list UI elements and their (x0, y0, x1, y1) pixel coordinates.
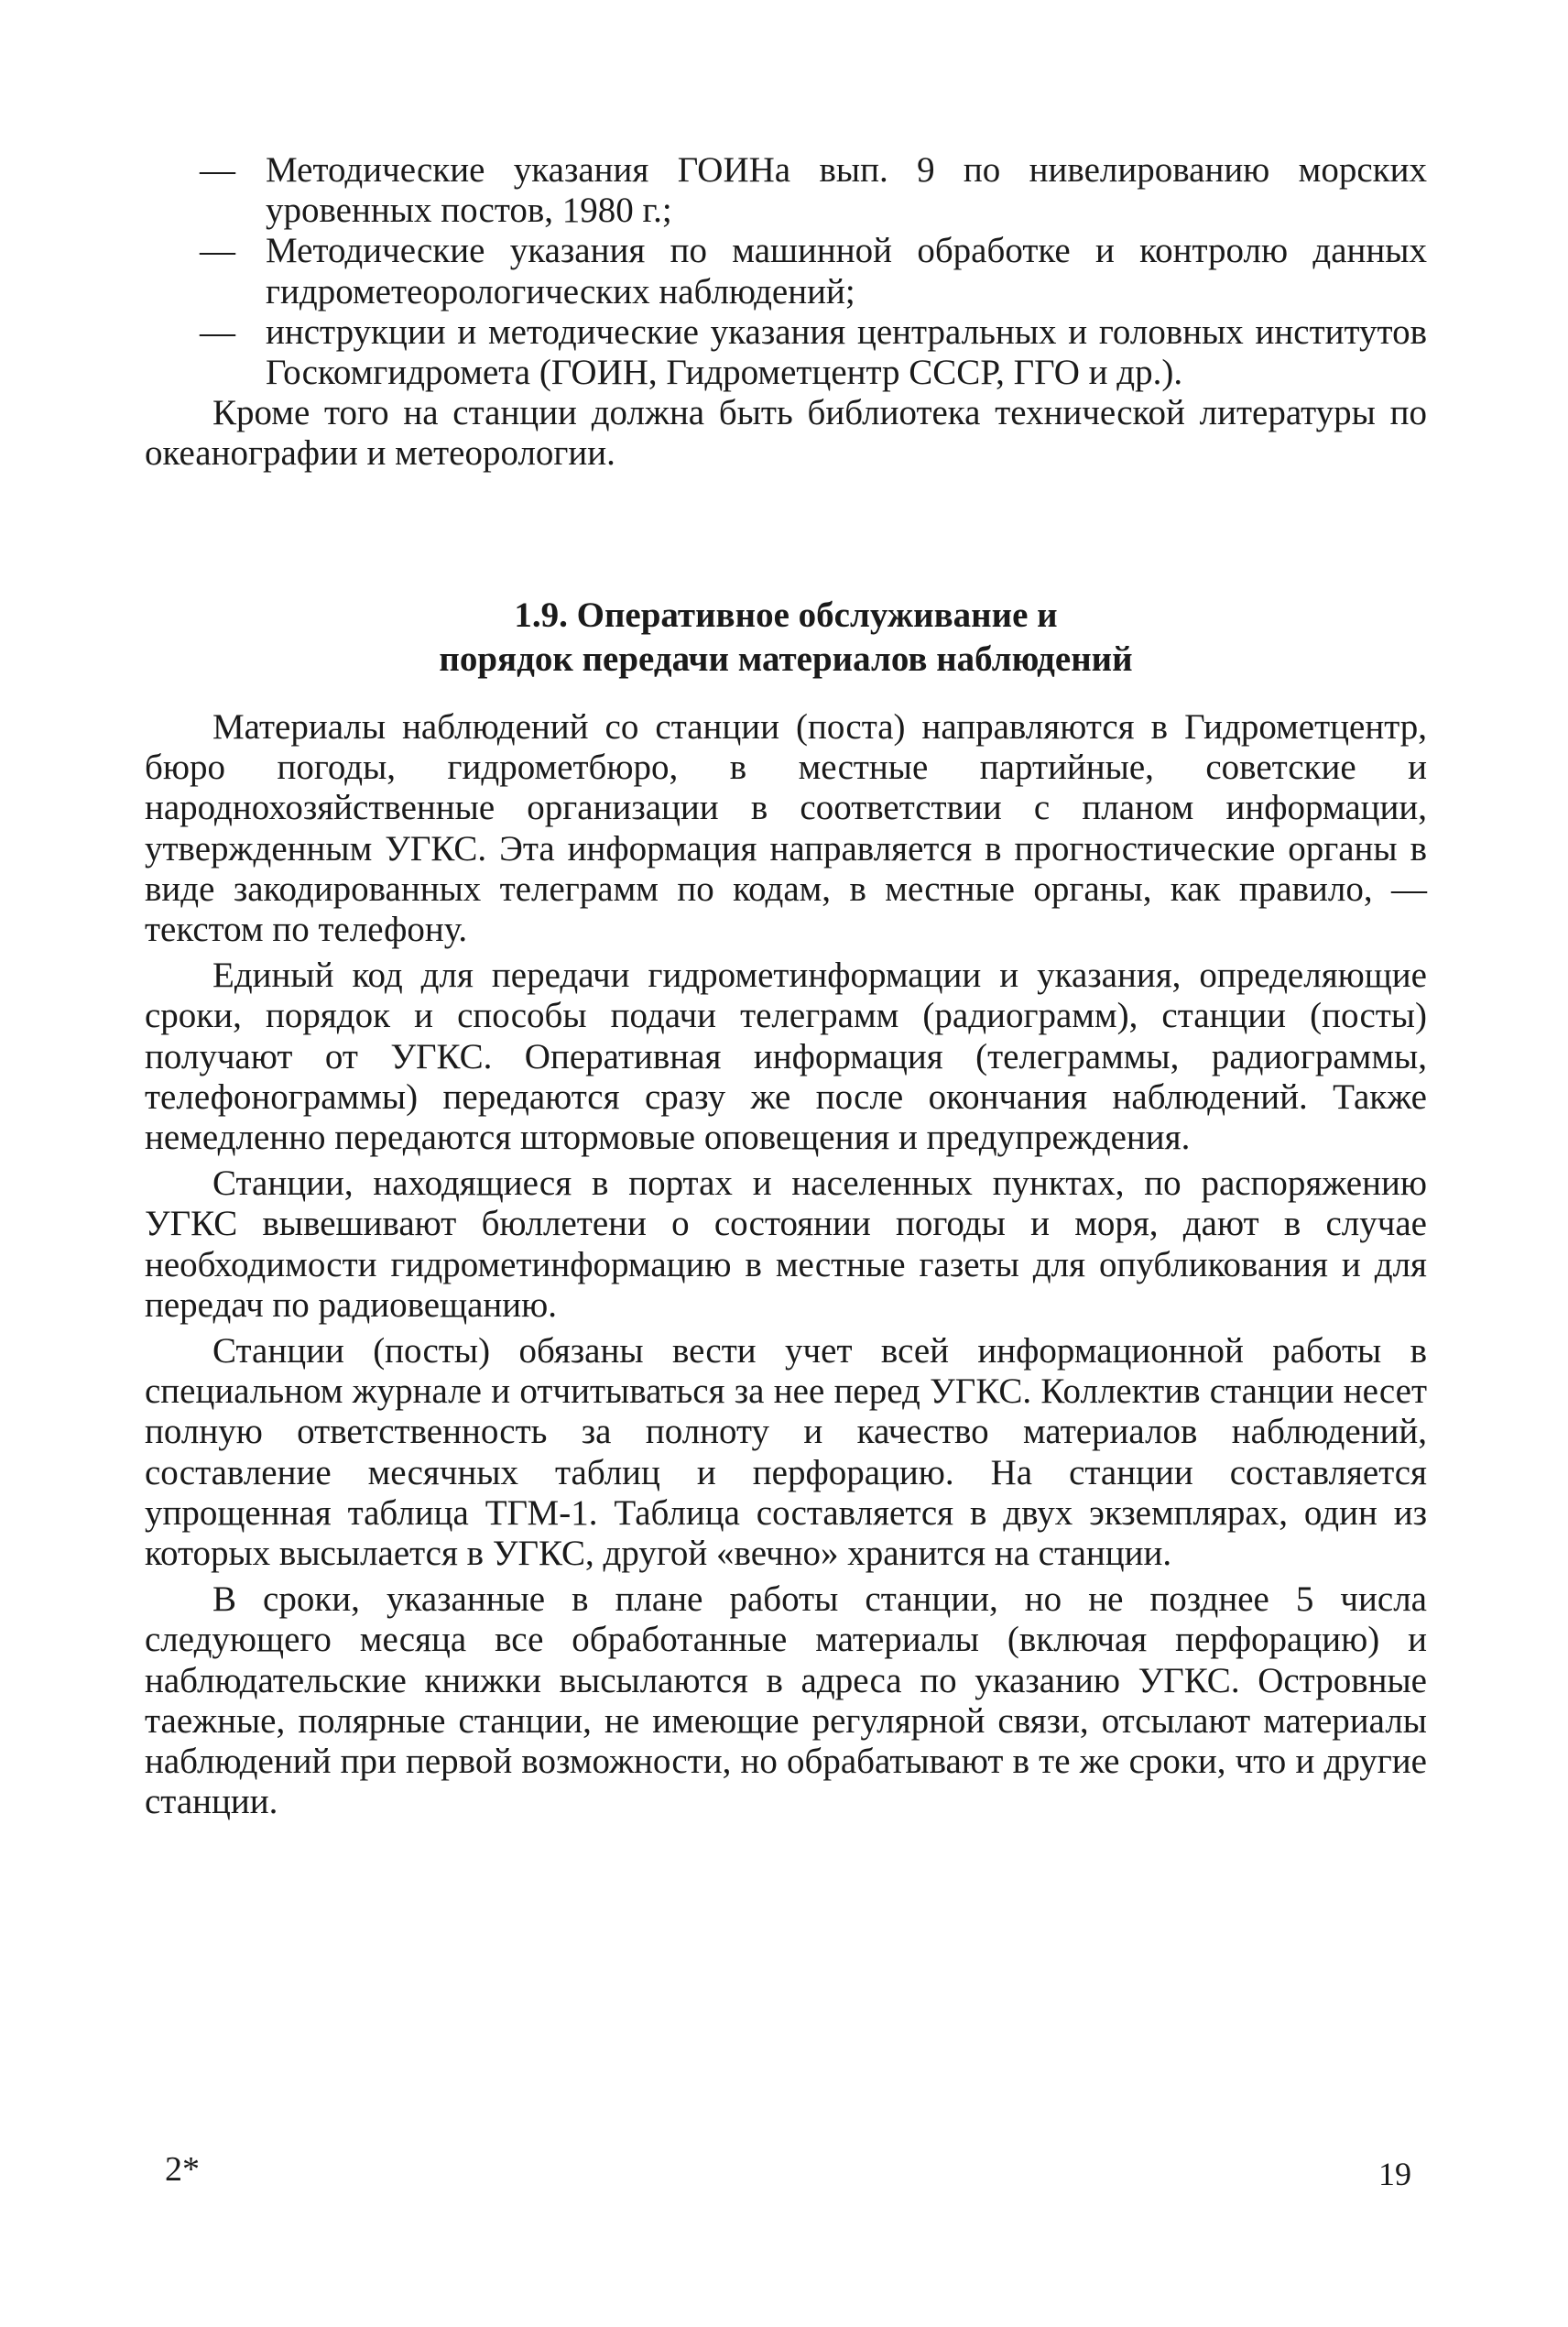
body-paragraph: В сроки, указанные в плане работы станции, но не позднее 5 числа следующего месяца все обработанные материалы (включая перфорацию) и наблюдательские книжки высылаются в адреса по указанию УГКС. Островные таежные, полярные станции, не имеющие регулярной связи, отсылают материалы наблюдений при первой возможности, но обрабатывают в те же сроки, что и другие станции. (145, 1579, 1427, 1822)
list-item (145, 150, 1427, 231)
signature-mark: 2* (165, 2150, 200, 2189)
top-text-block (145, 150, 1427, 475)
section-heading-line-1: 1.9. Оперативное обслуживание и (514, 595, 1058, 635)
intro-paragraph: Кроме того на станции должна быть библиотека технической литературы по океанографии и метеорологии. (145, 393, 1427, 474)
list-dash: — (200, 150, 235, 190)
body-paragraph: Единый код для передачи гидрометинформации и указания, определяющие сроки, порядок и способы подачи телеграмм (радиограмм), станции (посты) получают от УГКС. Оперативная информация (телеграммы, радиограммы, телефонограммы) передаются сразу же после окончания наблюдений. Также немедленно передаются штормовые оповещения и предупреждения. (145, 956, 1427, 1158)
list-item-text: Методические указания ГОИНа вып. 9 по нивелированию морских уровенных постов, 1980 г.; (266, 150, 1427, 231)
list-dash: — (200, 231, 235, 271)
page-number: 19 (1378, 2156, 1411, 2192)
section-body (145, 707, 1427, 1822)
body-paragraph: Станции, находящиеся в портах и населенных пунктах, по распоряжению УГКС вывешивают бюллетени о состоянии погоды и моря, дают в случае необходимости гидрометинформацию в местные газеты для опубликования и для передач по радиовещанию. (145, 1164, 1427, 1325)
section-heading-line-2: порядок передачи материалов наблюдений (439, 639, 1133, 679)
list-dash: — (200, 311, 235, 352)
list-item (145, 231, 1427, 311)
body-paragraph: Станции (посты) обязаны вести учет всей информационной работы в специальном журнале и отчитываться за нее перед УГКС. Коллектив станции несет полную ответственность за полноту и качество материалов наблюдений, составление месячных таблиц и перфорацию. На станции составляется упрощенная таблица ТГМ-1. Таблица составляется в двух экземплярах, один из которых высылается в УГКС, другой «вечно» хранится на станции. (145, 1331, 1427, 1574)
list-item-text: инструкции и методические указания центральных и головных институтов Госкомгидромета (ГОИН, Гидрометцентр СССР, ГГО и др.). (266, 311, 1427, 393)
section-heading (145, 594, 1427, 682)
body-paragraph: Материалы наблюдений со станции (поста) направляются в Гидрометцентр, бюро погоды, гидрометбюро, в местные партийные, советские и народнохозяйственные организации в соответствии с планом информации, утвержденным УГКС. Эта информация направляется в прогностические органы в виде закодированных телеграмм по кодам, в местные органы, как правило, — текстом по телефону. (145, 707, 1427, 950)
list-item-text: Методические указания по машинной обработке и контролю данных гидрометеорологических наблюдений; (266, 231, 1427, 311)
list-item (145, 312, 1427, 393)
